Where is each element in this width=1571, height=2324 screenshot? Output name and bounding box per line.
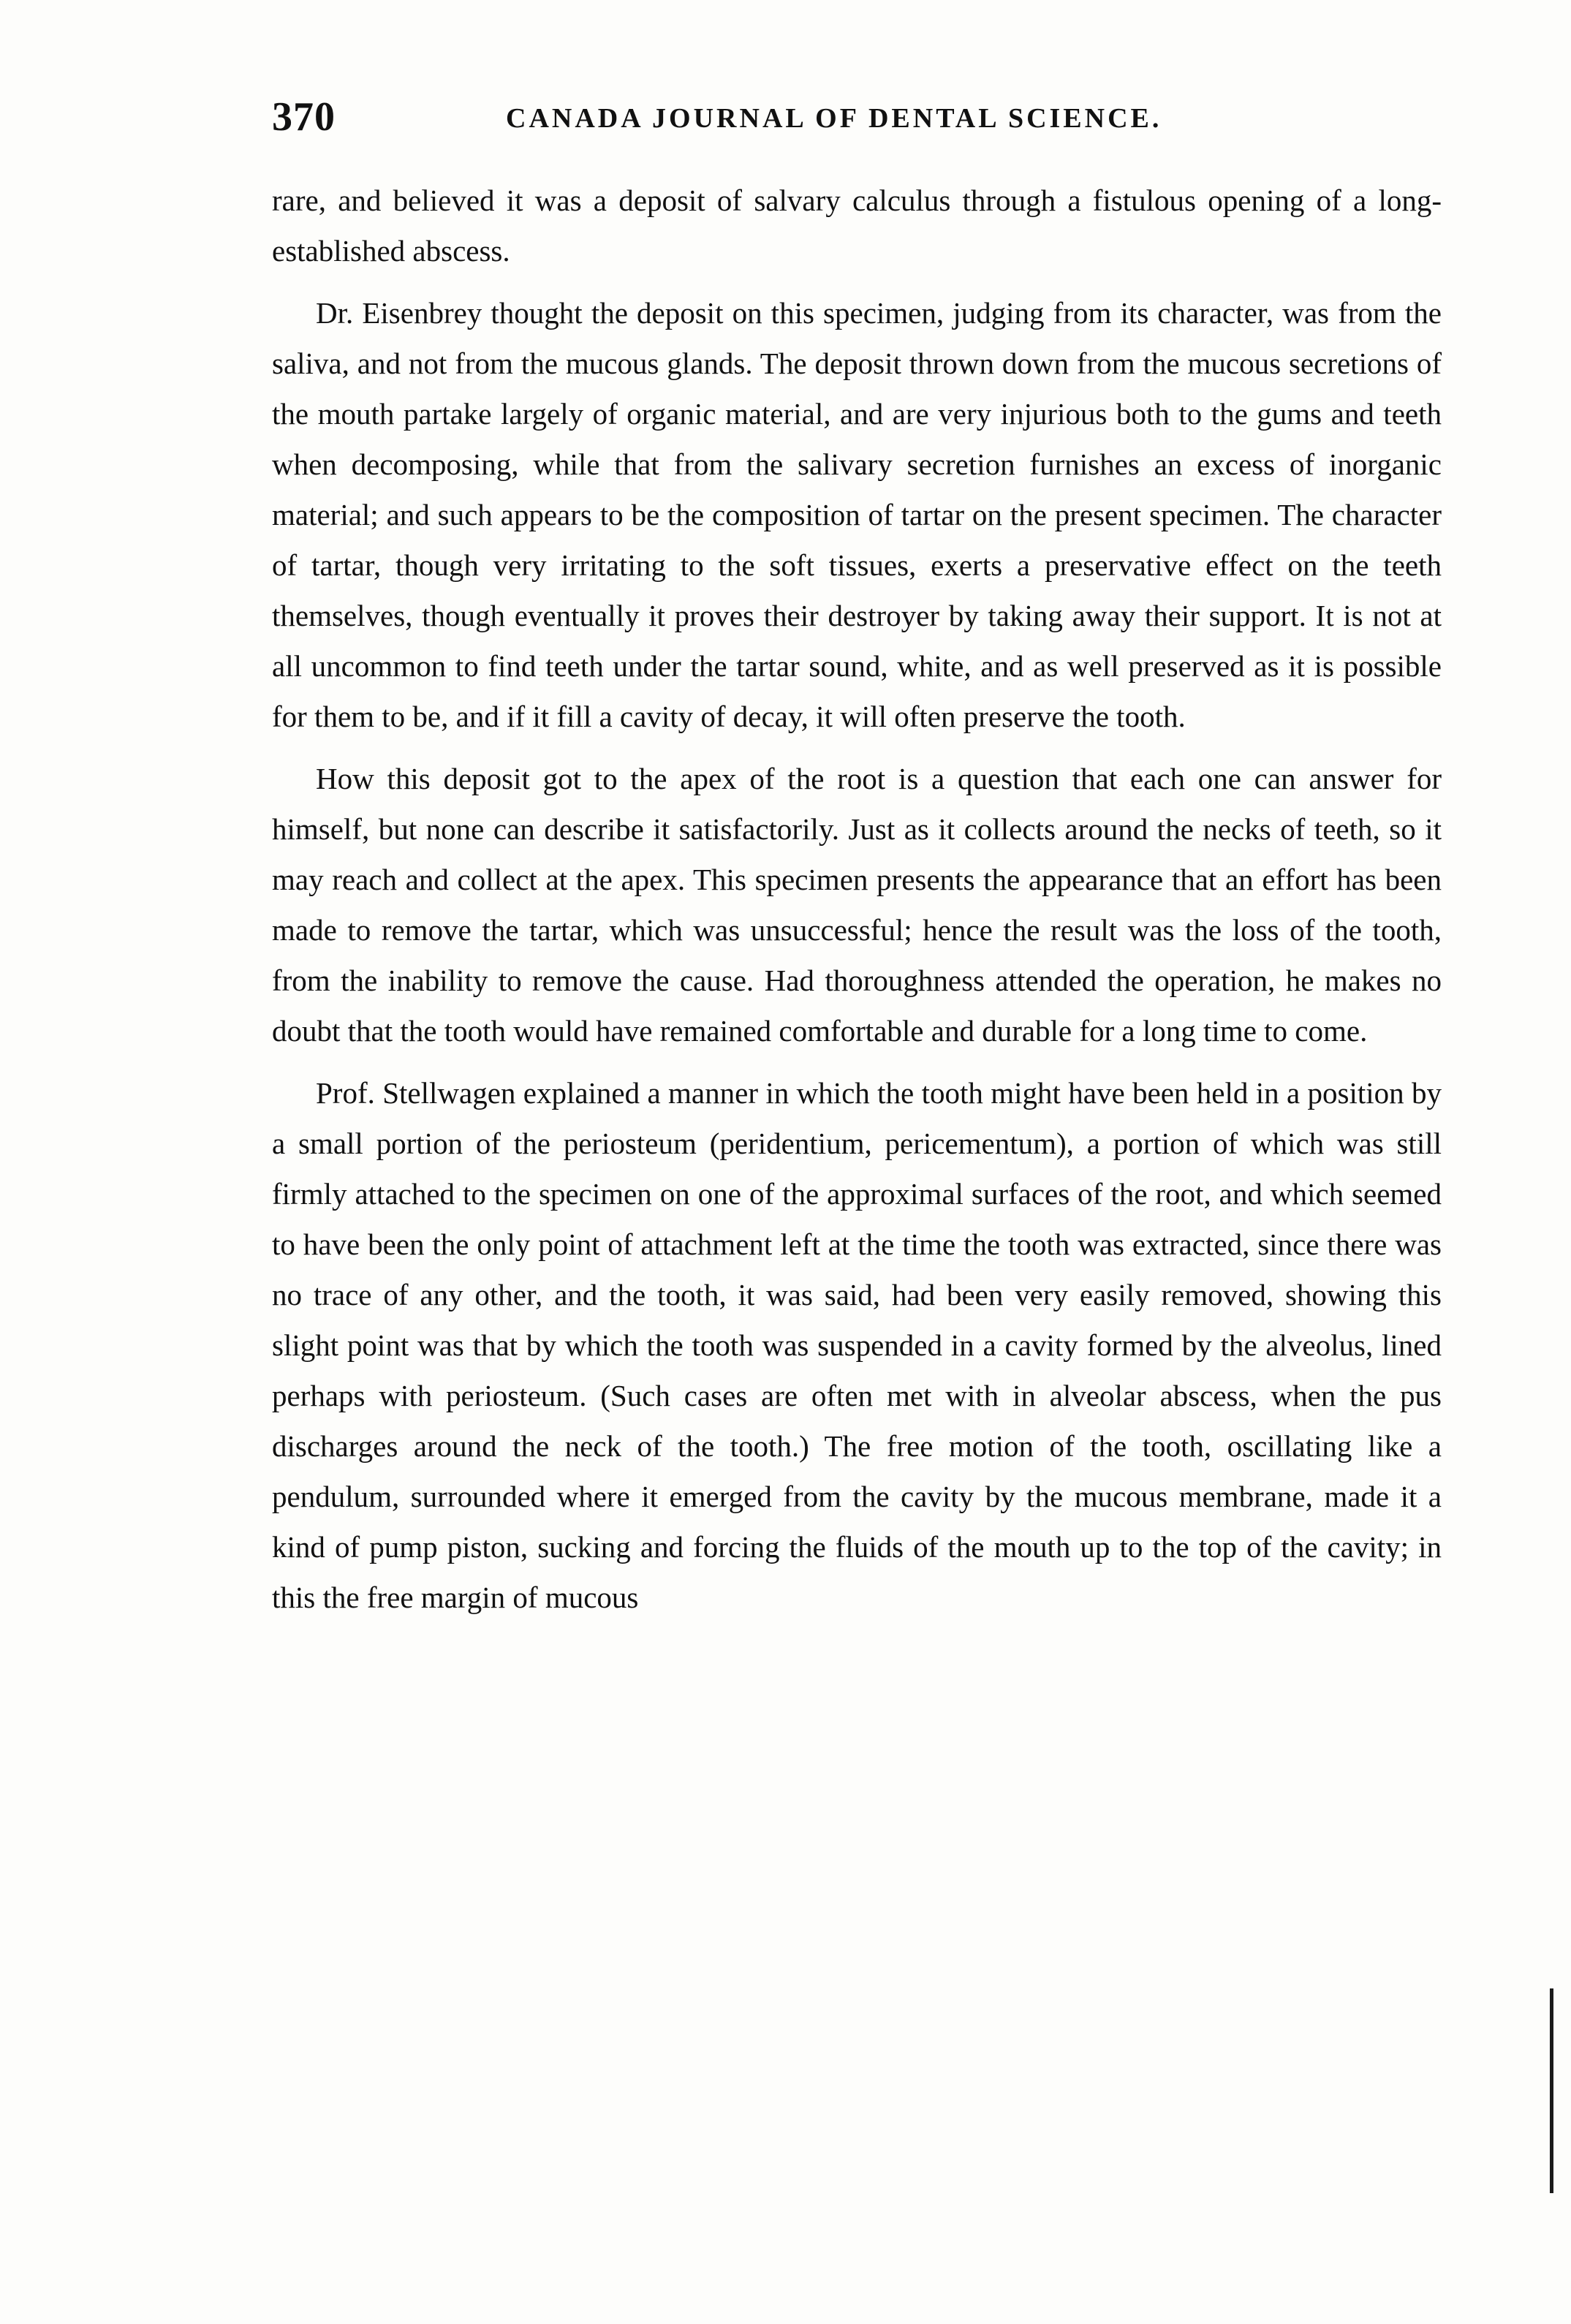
paragraph-eisenbrey: Dr. Eisenbrey thought the deposit on this specimen, judging from its character, was from the saliva, and not from the mucous glands. The deposit thrown down from the mucous secretions of the mouth partake largely of organic material, and are very injurious both to the gums and teeth when decomposing, while that from the salivary secretion furnishes an excess of inorganic material; and such appears to be the composition of tartar on the present specimen. The character of tartar, though very irritating to the soft tissues, exerts a preservative effect on the teeth themselves, though eventually it proves their destroyer by taking away their support. It is not at all uncommon to find teeth under the tartar sound, white, and as well preserved as it is possible for them to be, and if it fill a cavity of decay, it will often preserve the tooth. [272,296,1442,733]
article-body [272,175,1442,1635]
page-number: 370 [272,94,336,140]
margin-mark [1550,1988,1553,2193]
running-header [272,94,1442,152]
journal-title: CANADA JOURNAL OF DENTAL SCIENCE. [506,103,1162,134]
paragraph-stellwagen: Prof. Stellwagen explained a manner in which the tooth might have been held in a position by a small portion of the periosteum (peridentium, pericementum), a portion of which was still firmly attached to the specimen on one of the approximal surfaces of the root, and which seemed to have been the only point of attachment left at the time the tooth was extracted, since there was no trace of any other, and the tooth, it was said, had been very easily removed, showing this slight point was that by which the tooth was suspended in a cavity formed by the alveolus, lined perhaps with periosteum. (Such cases are often met with in alveolar abscess, when the pus discharges around the neck of the tooth.) The free motion of the tooth, oscillating like a pendulum, surrounded where it emerged from the cavity by the mucous membrane, made it a kind of pump piston, sucking and forcing the fluids of the mouth up to the top of the cavity; in this the free margin of mucous [272,1076,1442,1614]
paragraph-deposit-apex: How this deposit got to the apex of the root is a question that each one can answer for himself, but none can describe it satisfactorily. Just as it collects around the necks of teeth, so it may reach and collect at the apex. This specimen presents the appearance that an effort has been made to remove the tartar, which was unsuccessful; hence the result was the loss of the tooth, from the inability to remove the cause. Had thoroughness attended the operation, he makes no doubt that the tooth would have remained comfortable and durable for a long time to come. [272,762,1442,1048]
paragraph-continued: rare, and believed it was a deposit of salvary calculus through a fistulous opening of a long-established abscess. [272,183,1442,268]
